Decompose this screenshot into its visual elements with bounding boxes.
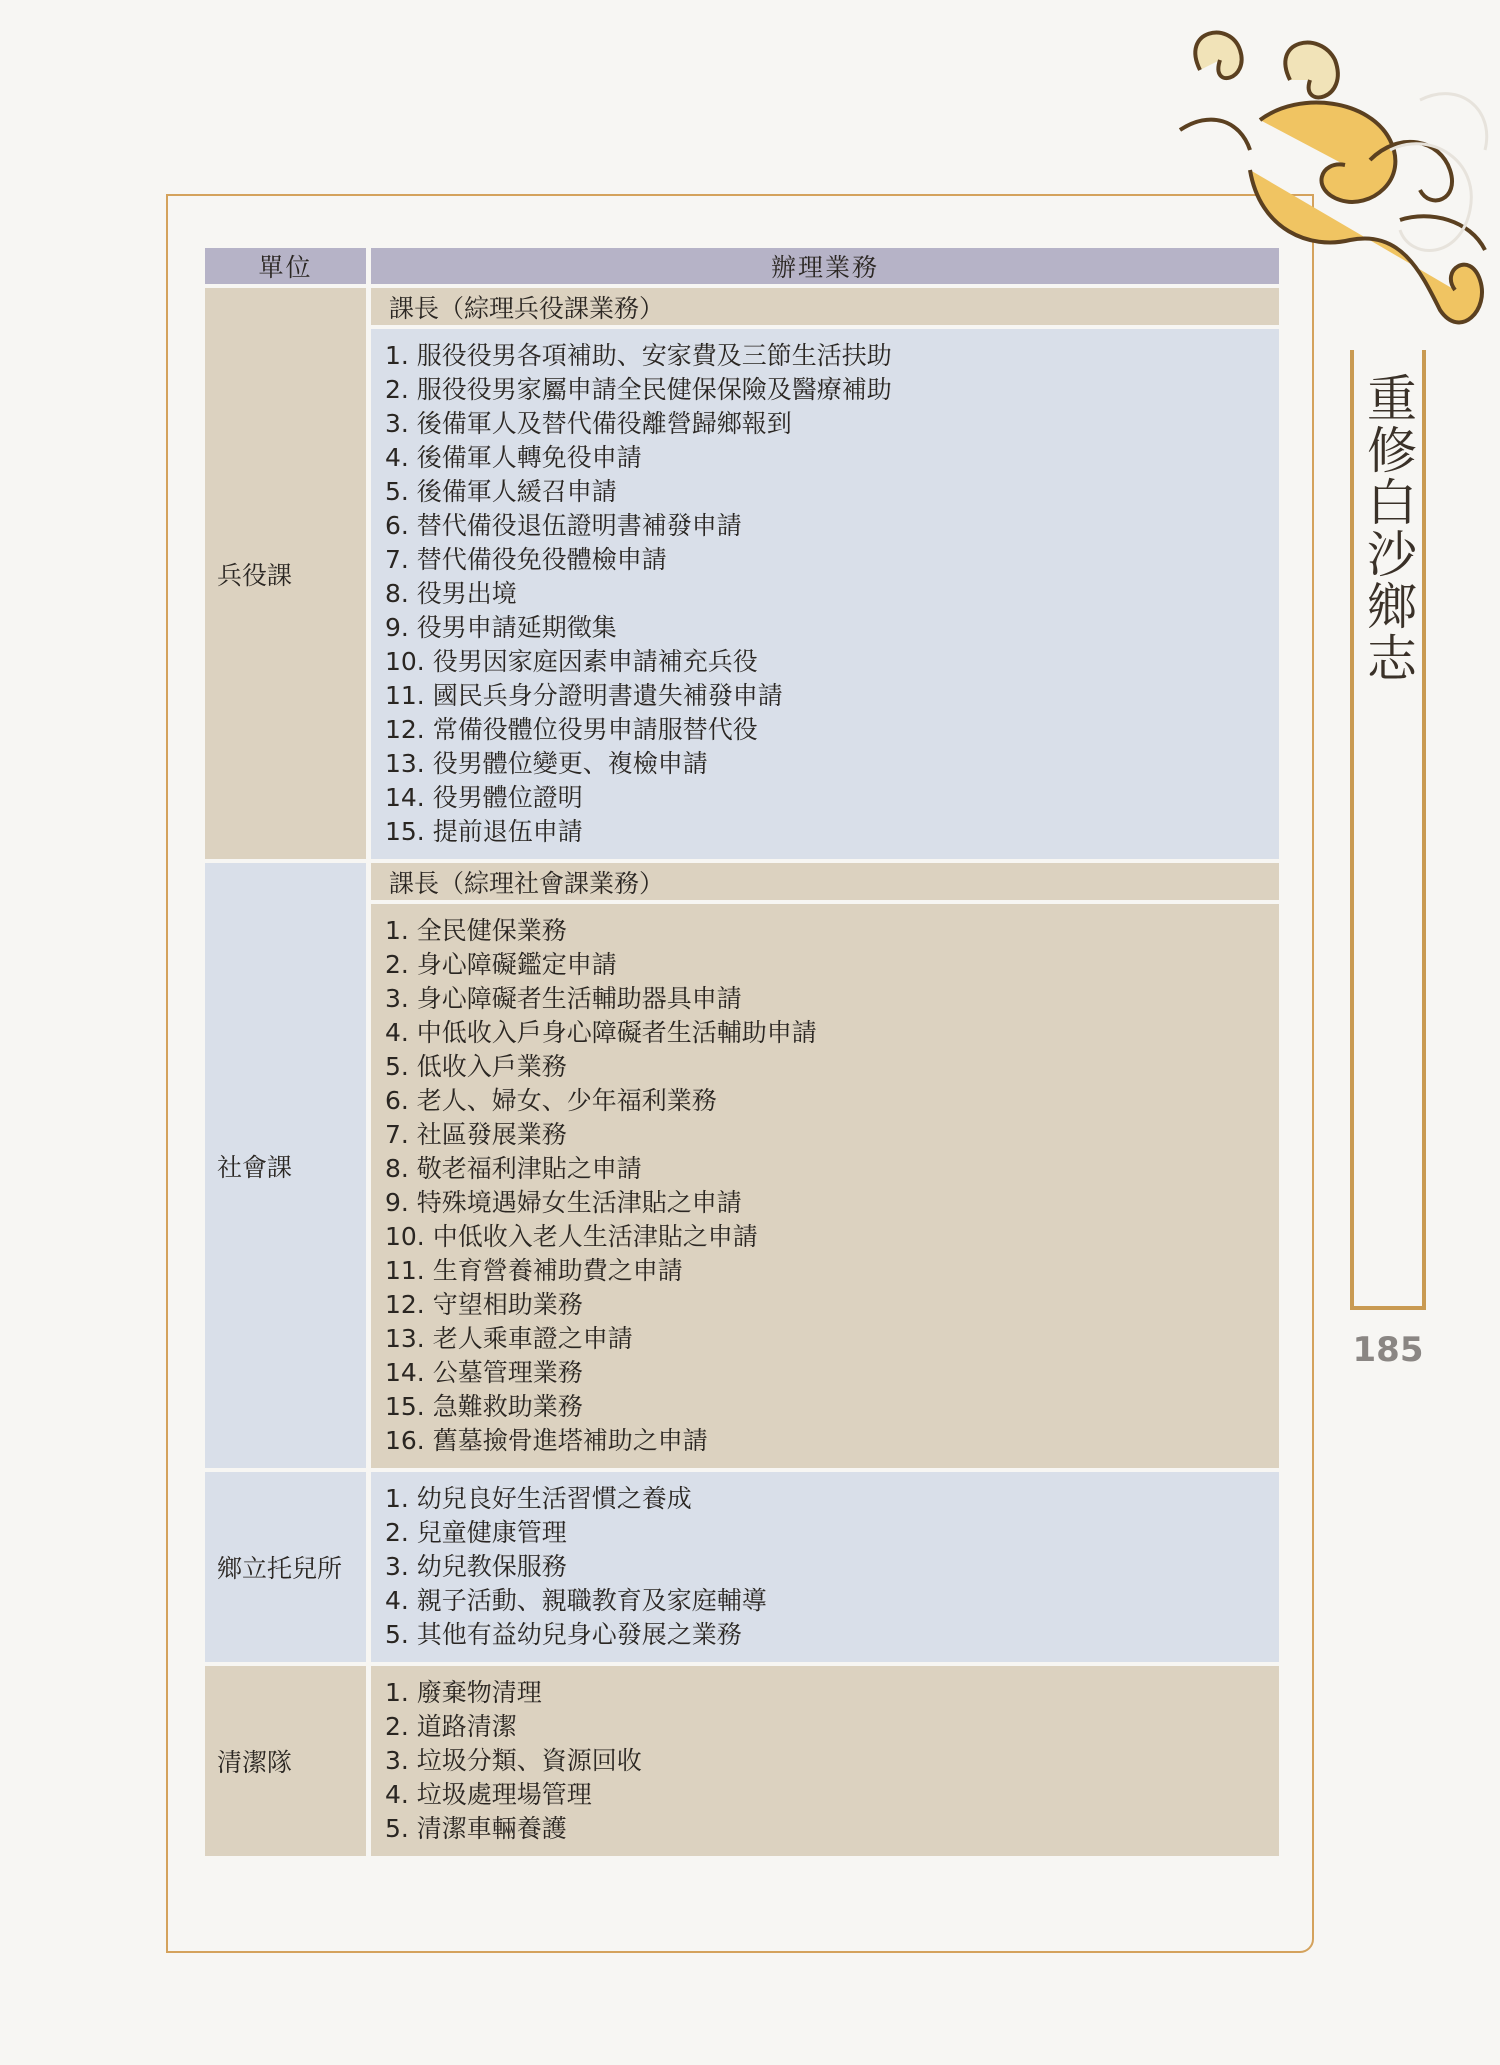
table-row [205,863,1279,900]
list-item: 13. 老人乘車證之申請 [385,1324,633,1353]
list-item: 5. 後備軍人緩召申請 [385,477,617,506]
list-item: 16. 舊墓撿骨進塔補助之申請 [385,1426,708,1455]
list-item: 5. 低收入戶業務 [385,1052,567,1081]
page-number: 185 [1352,1330,1424,1370]
list-item: 3. 身心障礙者生活輔助器具申請 [385,984,742,1013]
list-item: 2. 服役役男家屬申請全民健保保險及醫療補助 [385,375,892,404]
list-item: 9. 特殊境遇婦女生活津貼之申請 [385,1188,742,1217]
list-item: 8. 役男出境 [385,579,517,608]
items-cell [371,329,1279,859]
table-row [205,329,1279,859]
list-item: 3. 後備軍人及替代備役離營歸鄉報到 [385,409,792,438]
items-cell [371,1666,1279,1856]
list-item: 2. 身心障礙鑑定申請 [385,950,617,979]
list-item: 11. 生育營養補助費之申請 [385,1256,683,1285]
list-item: 13. 役男體位變更、複檢申請 [385,749,708,778]
list-item: 11. 國民兵身分證明書遺失補發申請 [385,681,783,710]
list-item: 12. 常備役體位役男申請服替代役 [385,715,758,744]
table-body [205,288,1279,1856]
list-item: 12. 守望相助業務 [385,1290,583,1319]
list-item: 3. 垃圾分類、資源回收 [385,1746,642,1775]
list-item: 2. 道路清潔 [385,1712,517,1741]
header-business: 辦理業務 [371,248,1279,284]
section-head: 課長（綜理兵役課業務） [371,288,1279,325]
list-item: 2. 兒童健康管理 [385,1518,567,1547]
table-row [205,1472,1279,1662]
list-item: 4. 親子活動、親職教育及家庭輔導 [385,1586,767,1615]
list-item: 4. 中低收入戶身心障礙者生活輔助申請 [385,1018,817,1047]
book-title: 重修白沙鄉志 [1359,372,1417,684]
items-cell [371,904,1279,1468]
list-item: 1. 廢棄物清理 [385,1678,542,1707]
list-item: 7. 替代備役免役體檢申請 [385,545,667,574]
list-item: 1. 幼兒良好生活習慣之養成 [385,1484,692,1513]
list-item: 1. 全民健保業務 [385,916,567,945]
list-item: 9. 役男申請延期徵集 [385,613,617,642]
unit-cell: 清潔隊 [205,1666,366,1856]
list-item: 1. 服役役男各項補助、安家費及三節生活扶助 [385,341,892,370]
table-row [205,1666,1279,1856]
unit-cell: 兵役課 [205,288,366,859]
list-item: 7. 社區發展業務 [385,1120,567,1149]
list-item: 4. 垃圾處理場管理 [385,1780,592,1809]
unit-cell: 社會課 [205,863,366,1468]
list-item: 15. 急難救助業務 [385,1392,583,1421]
list-item: 10. 役男因家庭因素申請補充兵役 [385,647,758,676]
header-unit: 單位 [205,248,366,284]
items-cell [371,1472,1279,1662]
list-item: 15. 提前退伍申請 [385,817,583,846]
list-item: 4. 後備軍人轉免役申請 [385,443,642,472]
list-item: 5. 其他有益幼兒身心發展之業務 [385,1620,742,1649]
business-table [200,244,1284,1860]
unit-cell: 鄉立托兒所 [205,1472,366,1662]
list-item: 14. 公墓管理業務 [385,1358,583,1387]
list-item: 10. 中低收入老人生活津貼之申請 [385,1222,758,1251]
list-item: 8. 敬老福利津貼之申請 [385,1154,642,1183]
table-row [205,288,1279,325]
list-item: 14. 役男體位證明 [385,783,583,812]
list-item: 3. 幼兒教保服務 [385,1552,567,1581]
list-item: 5. 清潔車輛養護 [385,1814,567,1843]
section-head: 課長（綜理社會課業務） [371,863,1279,900]
table-row [205,904,1279,1468]
table-header-row [205,248,1279,284]
list-item: 6. 替代備役退伍證明書補發申請 [385,511,742,540]
list-item: 6. 老人、婦女、少年福利業務 [385,1086,717,1115]
